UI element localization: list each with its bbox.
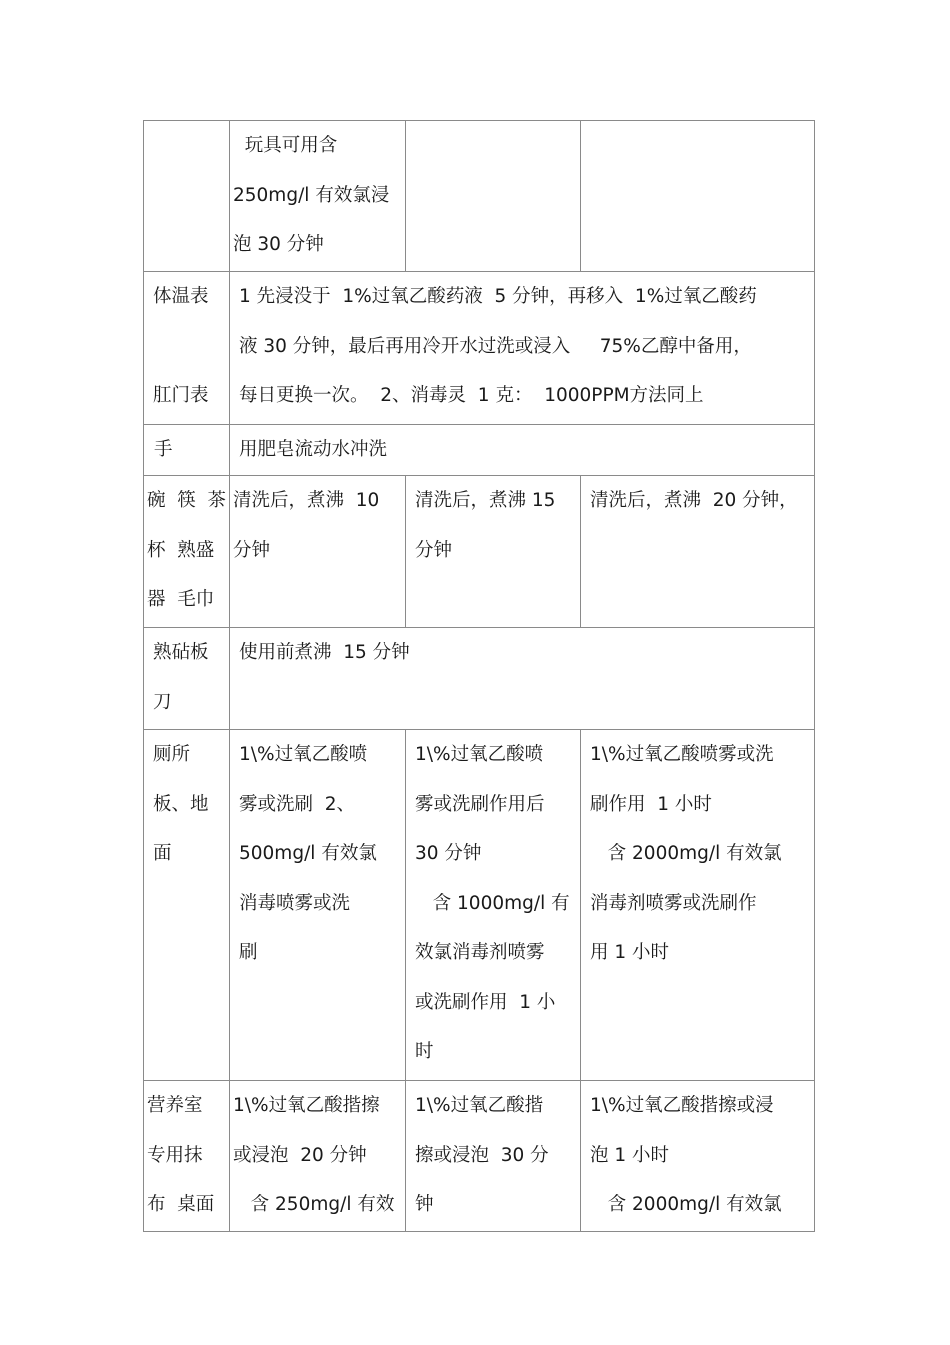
cell-line: 用肥皂流动水冲洗: [239, 439, 388, 460]
method-cell-1: [230, 1081, 406, 1232]
method-merged-cell: [230, 628, 815, 730]
cell-line: 清洗后，煮沸 15: [415, 490, 556, 511]
method-cell-3: [581, 730, 815, 1081]
cell-line: 1\%过氧乙酸揩擦或浸: [590, 1095, 774, 1116]
table-row: [144, 121, 815, 272]
cell-line: 1\%过氧乙酸喷雾或洗: [590, 744, 774, 765]
cell-line: 玩具可用含: [233, 135, 338, 156]
method-cell-2-text: [406, 730, 580, 1077]
cell-line: 体温表: [153, 286, 209, 307]
method-merged-cell: [230, 425, 815, 476]
cell-line: 液 30 分钟，最后再用冷开水过洗或浸入 75%乙醇中备用，: [239, 335, 752, 357]
cell-line: 分钟: [415, 539, 453, 561]
cell-line: 30 分钟: [415, 843, 482, 864]
item-label-cell-text: [144, 1081, 229, 1230]
cell-line: 消毒喷雾或洗: [239, 892, 351, 914]
table-row: [144, 730, 815, 1081]
method-cell-2: [406, 1081, 581, 1232]
cell-line: 或洗刷作用 1 小: [415, 991, 556, 1013]
cell-line: 1\%过氧乙酸揩: [415, 1095, 544, 1116]
cell-line: 1\%过氧乙酸喷: [239, 744, 368, 765]
method-cell-3-text: [581, 730, 814, 978]
cell-line: 含 1000mg/l 有: [415, 892, 570, 914]
cell-line: [153, 322, 229, 372]
method-cell-2: [406, 476, 581, 628]
method-cell-1: [230, 476, 406, 628]
item-label-cell-text: [144, 425, 229, 475]
table-row: [144, 272, 815, 425]
method-cell-2-text: [406, 1081, 580, 1230]
method-merged-cell-text: [230, 425, 814, 475]
cell-line: 用 1 小时: [590, 942, 670, 963]
method-cell-3-text: [581, 1081, 814, 1230]
cell-line: 清洗后，煮沸 20 分钟，: [590, 490, 798, 511]
cell-line: 肛门表: [153, 385, 209, 406]
cell-line: 板、地: [153, 793, 209, 815]
method-cell-3-text: [581, 476, 814, 526]
method-cell-1-text: [230, 730, 405, 978]
method-cell-2-text: [406, 476, 580, 575]
cell-line: 熟砧板: [153, 642, 209, 663]
item-label-cell: [144, 476, 230, 628]
table-row: [144, 476, 815, 628]
cell-line: 每日更换一次。 2、消毒灵 1 克： 1000PPM方法同上: [239, 385, 704, 406]
item-label-cell-text: [144, 628, 229, 727]
cell-line: 泡 1 小时: [590, 1144, 670, 1166]
method-cell-2: [406, 121, 581, 272]
table-row: [144, 1081, 815, 1232]
table-row: [144, 628, 815, 730]
item-label-cell: [144, 730, 230, 1081]
method-cell-3: [581, 476, 815, 628]
cell-line: 器 毛巾: [147, 589, 215, 610]
cell-line: 面: [153, 843, 172, 864]
method-cell-1: [230, 730, 406, 1081]
cell-line: 1\%过氧乙酸喷: [415, 744, 544, 765]
cell-line: 布 桌面: [147, 1194, 215, 1215]
cell-line: 手: [154, 439, 173, 460]
method-cell-1-text: [230, 1081, 405, 1230]
item-label-cell-text: [144, 272, 229, 421]
cell-line: 1\%过氧乙酸揩擦: [233, 1095, 380, 1116]
cell-line: 雾或洗刷作用后: [415, 793, 545, 815]
cell-line: 效氯消毒剂喷雾: [415, 942, 545, 963]
method-cell-3: [581, 1081, 815, 1232]
cell-line: 250mg/l 有效氯浸: [233, 184, 390, 206]
cell-line: 专用抹: [147, 1144, 203, 1166]
item-label-cell: [144, 121, 230, 272]
cell-line: 清洗后，煮沸 10: [233, 490, 380, 511]
cell-line: 含 2000mg/l 有效氯: [590, 843, 782, 864]
cell-line: 营养室: [147, 1095, 203, 1116]
method-cell-1-text: [230, 121, 405, 270]
method-merged-cell-text: [230, 628, 814, 678]
cell-line: 使用前煮沸 15 分钟: [239, 642, 410, 663]
method-cell-2: [406, 730, 581, 1081]
item-label-cell: [144, 1081, 230, 1232]
method-merged-cell: [230, 272, 815, 425]
cell-line: 厕所: [153, 744, 191, 765]
item-label-cell: [144, 272, 230, 425]
item-label-cell: [144, 628, 230, 730]
item-label-cell-text: [144, 476, 229, 625]
cell-line: 或浸泡 20 分钟: [233, 1144, 367, 1166]
cell-line: 含 250mg/l 有效: [233, 1194, 395, 1215]
cell-line: 刷作用 1 小时: [590, 793, 712, 815]
cell-line: 消毒剂喷雾或洗刷作: [590, 892, 757, 914]
table-body: [144, 121, 815, 1232]
method-cell-1: [230, 121, 406, 272]
table-row: [144, 425, 815, 476]
cell-line: 500mg/l 有效氯: [239, 843, 377, 864]
cell-line: 分钟: [233, 539, 271, 561]
disinfection-table: [143, 120, 815, 1232]
cell-line: 1 先浸没于 1%过氧乙酸药液 5 分钟，再移入 1%过氧乙酸药: [239, 286, 757, 307]
method-merged-cell-text: [230, 272, 814, 421]
cell-line: 碗 筷 茶: [147, 490, 227, 511]
method-cell-3: [581, 121, 815, 272]
cell-line: 雾或洗刷 2、: [239, 793, 356, 815]
cell-line: 杯 熟盛: [147, 539, 215, 561]
cell-line: 刀: [153, 691, 172, 713]
cell-line: 钟: [415, 1194, 434, 1215]
cell-line: 含 2000mg/l 有效氯: [590, 1194, 782, 1215]
cell-line: 泡 30 分钟: [233, 234, 324, 255]
item-label-cell: [144, 425, 230, 476]
cell-line: 擦或浸泡 30 分: [415, 1144, 549, 1166]
method-cell-1-text: [230, 476, 405, 575]
item-label-cell-text: [144, 730, 229, 879]
cell-line: 时: [415, 1041, 434, 1062]
cell-line: 刷: [239, 942, 258, 963]
